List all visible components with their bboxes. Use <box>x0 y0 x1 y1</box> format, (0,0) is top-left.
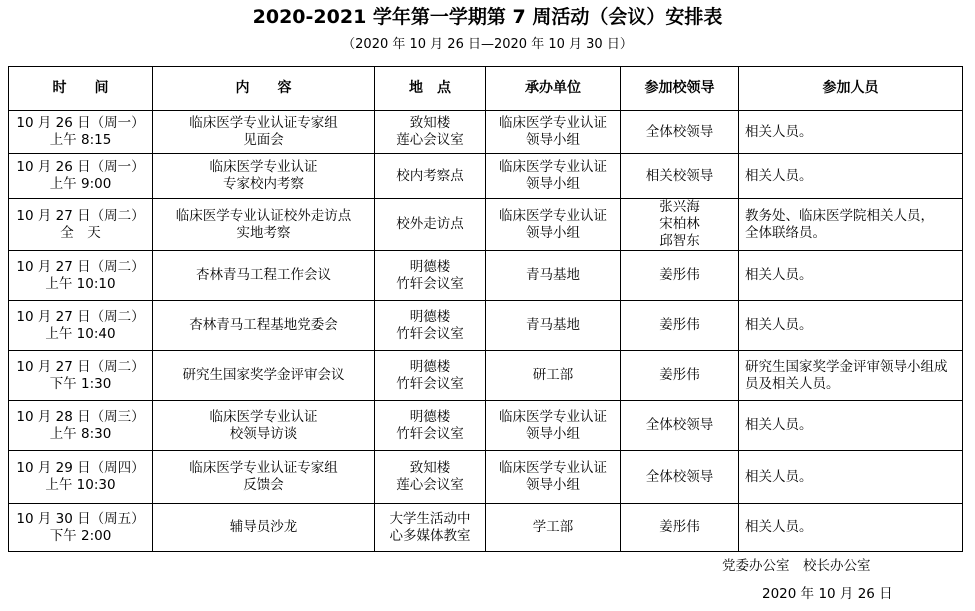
time-line: 下午 2:00 <box>49 527 112 544</box>
attendees-line: 全体联络员。 <box>745 224 826 241</box>
time-line: 10 月 27 日（周二） <box>16 258 145 275</box>
cell-place <box>375 154 486 199</box>
cell-place <box>375 451 486 504</box>
table-row <box>9 154 963 199</box>
time-line: 上午 8:30 <box>49 425 112 442</box>
header-leaders: 参加校领导 <box>621 67 739 111</box>
leaders-line: 全体校领导 <box>645 417 714 433</box>
attendees-line: 相关人员。 <box>745 317 813 333</box>
header-organizer: 承办单位 <box>486 67 621 111</box>
cell-time <box>9 351 153 401</box>
cell-time <box>9 111 153 154</box>
cell-attendees <box>739 199 963 251</box>
content-line: 反馈会 <box>243 477 284 493</box>
organizer-line: 领导小组 <box>526 477 580 493</box>
place-line: 致知楼 <box>409 115 451 131</box>
content-line: 专家校内考察 <box>223 176 304 192</box>
organizer-line: 领导小组 <box>526 425 580 442</box>
attendees-line: 研究生国家奖学金评审领导小组成 <box>745 358 948 375</box>
place-line: 竹轩会议室 <box>396 325 464 342</box>
cell-organizer <box>486 111 621 154</box>
schedule-table <box>8 66 963 552</box>
cell-time <box>9 154 153 199</box>
leaders-line: 邱智东 <box>659 233 700 249</box>
time-line: 10 月 27 日（周二） <box>16 358 145 375</box>
cell-leaders <box>621 504 739 552</box>
place-line: 竹轩会议室 <box>396 275 464 292</box>
cell-content <box>153 401 375 451</box>
cell-leaders <box>621 251 739 301</box>
table-row <box>9 351 963 401</box>
cell-place <box>375 199 486 251</box>
cell-content <box>153 154 375 199</box>
cell-place <box>375 351 486 401</box>
place-line: 明德楼 <box>409 408 451 425</box>
place-line: 明德楼 <box>409 358 451 375</box>
time-line: 上午 10:40 <box>45 325 116 342</box>
cell-leaders <box>621 451 739 504</box>
cell-attendees <box>739 301 963 351</box>
table-row <box>9 111 963 154</box>
cell-content <box>153 351 375 401</box>
cell-attendees <box>739 504 963 552</box>
content-line: 临床医学专业认证专家组 <box>189 115 338 131</box>
cell-leaders <box>621 154 739 199</box>
cell-place <box>375 504 486 552</box>
time-line: 上午 9:00 <box>49 176 112 192</box>
table-row <box>9 401 963 451</box>
content-line: 见面会 <box>243 132 284 148</box>
place-line: 大学生活动中 <box>389 510 471 527</box>
cell-organizer <box>486 451 621 504</box>
cell-organizer <box>486 199 621 251</box>
cell-place <box>375 251 486 301</box>
place-line: 莲心会议室 <box>396 477 464 493</box>
place-line: 校外走访点 <box>396 216 464 232</box>
cell-leaders <box>621 301 739 351</box>
organizer-line: 临床医学专业认证 <box>499 460 607 476</box>
cell-attendees <box>739 351 963 401</box>
leaders-line: 宋柏林 <box>659 216 700 232</box>
leaders-line: 全体校领导 <box>645 468 714 485</box>
leaders-line: 姜彤伟 <box>659 317 700 333</box>
leaders-line: 姜彤伟 <box>659 367 700 383</box>
content-line: 临床医学专业认证专家组 <box>189 460 338 476</box>
organizer-line: 青马基地 <box>526 317 580 333</box>
content-line: 临床医学专业认证 <box>209 408 318 425</box>
cell-content <box>153 301 375 351</box>
leaders-line: 相关校领导 <box>645 167 714 184</box>
header-row <box>9 67 963 111</box>
organizer-line: 领导小组 <box>526 132 580 148</box>
time-line: 全 天 <box>60 224 101 241</box>
time-line: 下午 1:30 <box>49 375 112 392</box>
attendees-line: 相关人员。 <box>745 123 813 140</box>
leaders-line: 姜彤伟 <box>659 519 700 535</box>
cell-time <box>9 251 153 301</box>
time-line: 10 月 29 日（周四） <box>16 460 145 476</box>
content-line: 临床医学专业认证 <box>209 159 318 175</box>
time-line: 10 月 26 日（周一） <box>16 115 145 131</box>
organizer-line: 领导小组 <box>526 224 580 241</box>
cell-leaders <box>621 199 739 251</box>
attendees-line: 相关人员。 <box>745 468 813 485</box>
organizer-line: 临床医学专业认证 <box>499 207 607 224</box>
time-line: 上午 10:10 <box>45 275 116 292</box>
cell-organizer <box>486 301 621 351</box>
table-row <box>9 504 963 552</box>
content-line: 杏林青马工程工作会议 <box>196 267 331 283</box>
time-line: 10 月 28 日（周三） <box>16 408 145 425</box>
cell-content <box>153 199 375 251</box>
organizer-line: 临床医学专业认证 <box>499 159 607 175</box>
content-line: 杏林青马工程基地党委会 <box>189 317 338 333</box>
organizer-line: 学工部 <box>532 519 574 535</box>
cell-place <box>375 401 486 451</box>
cell-organizer <box>486 401 621 451</box>
time-line: 10 月 30 日（周五） <box>16 510 145 527</box>
attendees-line: 相关人员。 <box>745 519 813 535</box>
time-line: 上午 10:30 <box>45 477 116 493</box>
organizer-line: 领导小组 <box>526 176 580 192</box>
organizer-line: 研工部 <box>532 367 574 383</box>
issuing-offices: 党委办公室 校长办公室 <box>722 558 871 574</box>
attendees-line: 相关人员。 <box>745 417 813 433</box>
cell-content <box>153 111 375 154</box>
cell-attendees <box>739 401 963 451</box>
cell-time <box>9 199 153 251</box>
place-line: 莲心会议室 <box>396 132 464 148</box>
place-line: 竹轩会议室 <box>396 425 464 442</box>
cell-leaders <box>621 401 739 451</box>
place-line: 明德楼 <box>409 308 451 325</box>
content-line: 实地考察 <box>236 224 291 241</box>
content-line: 研究生国家奖学金评审会议 <box>182 367 345 383</box>
attendees-line: 相关人员。 <box>745 167 813 184</box>
time-line: 10 月 26 日（周一） <box>16 159 145 175</box>
cell-time <box>9 301 153 351</box>
header-place: 地 点 <box>375 67 486 111</box>
cell-content <box>153 504 375 552</box>
cell-organizer <box>486 351 621 401</box>
leaders-line: 姜彤伟 <box>659 267 700 283</box>
cell-organizer <box>486 504 621 552</box>
cell-leaders <box>621 111 739 154</box>
cell-time <box>9 451 153 504</box>
attendees-line: 相关人员。 <box>745 267 813 283</box>
cell-time <box>9 504 153 552</box>
attendees-line: 员及相关人员。 <box>745 375 840 392</box>
leaders-line: 张兴海 <box>659 199 700 215</box>
time-line: 上午 8:15 <box>49 132 112 148</box>
cell-place <box>375 111 486 154</box>
place-line: 明德楼 <box>409 258 451 275</box>
cell-time <box>9 401 153 451</box>
header-content: 内 容 <box>153 67 375 111</box>
issue-date: 2020 年 10 月 26 日 <box>762 586 893 602</box>
place-line: 心多媒体教室 <box>389 527 471 544</box>
table-row <box>9 199 963 251</box>
cell-attendees <box>739 154 963 199</box>
cell-attendees <box>739 451 963 504</box>
table-row <box>9 451 963 504</box>
cell-content <box>153 251 375 301</box>
organizer-line: 青马基地 <box>526 267 580 283</box>
attendees-line: 教务处、临床医学院相关人员， <box>745 207 934 224</box>
table-row <box>9 301 963 351</box>
date-range-subtitle: （2020 年 10 月 26 日—2020 年 10 月 30 日） <box>342 37 633 52</box>
content-line: 辅导员沙龙 <box>229 519 298 535</box>
time-line: 10 月 27 日（周二） <box>16 207 145 224</box>
cell-place <box>375 301 486 351</box>
organizer-line: 临床医学专业认证 <box>499 115 607 131</box>
time-line: 10 月 27 日（周二） <box>16 308 145 325</box>
schedule-body <box>9 111 963 552</box>
place-line: 竹轩会议室 <box>396 375 464 392</box>
content-line: 校领导访谈 <box>229 425 298 442</box>
cell-leaders <box>621 351 739 401</box>
cell-organizer <box>486 154 621 199</box>
organizer-line: 临床医学专业认证 <box>499 408 607 425</box>
cell-attendees <box>739 251 963 301</box>
cell-attendees <box>739 111 963 154</box>
cell-content <box>153 451 375 504</box>
header-time: 时 间 <box>9 67 153 111</box>
page-title: 2020-2021 学年第一学期第 7 周活动（会议）安排表 <box>252 6 723 28</box>
place-line: 校内考察点 <box>396 167 464 184</box>
content-line: 临床医学专业认证校外走访点 <box>175 207 352 224</box>
cell-organizer <box>486 251 621 301</box>
table-row <box>9 251 963 301</box>
header-attendees: 参加人员 <box>739 67 963 111</box>
place-line: 致知楼 <box>409 460 451 476</box>
leaders-line: 全体校领导 <box>645 123 714 140</box>
